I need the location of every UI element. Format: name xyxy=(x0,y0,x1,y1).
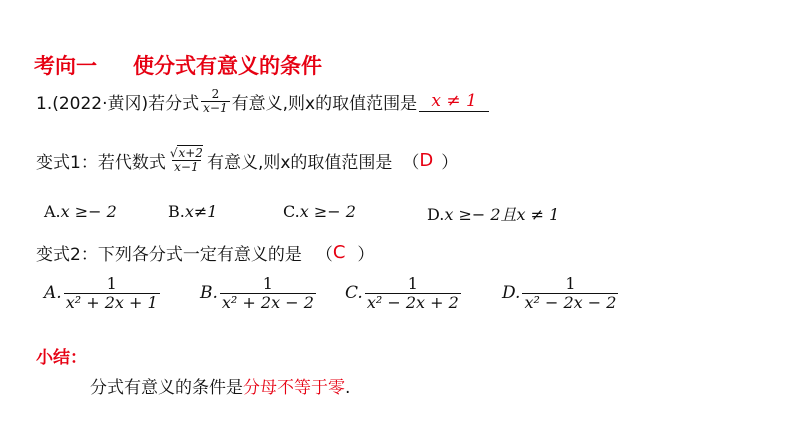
var1-paren-close: ） xyxy=(441,153,459,174)
fraction-denominator: x² − 2x + 2 xyxy=(366,292,459,312)
var1-option-b xyxy=(168,202,217,221)
var1-sqrt-radicand: x+2 xyxy=(178,146,203,160)
option-label: B. xyxy=(200,283,218,304)
q1-prefix: 1.(2022·黄冈)若分式 xyxy=(36,94,200,115)
summary-text xyxy=(90,373,350,398)
var1-suffix: 有意义,则x的取值范围是 xyxy=(206,153,393,174)
var1-option-d xyxy=(427,202,559,225)
var1-answer: D xyxy=(419,150,434,172)
var1-prefix: 变式1：若代数式 xyxy=(36,153,166,174)
option-fraction xyxy=(64,275,160,312)
heading-title: 使分式有意义的条件 xyxy=(133,54,322,78)
var2-prefix: 变式2：下列各分式一定有意义的是 xyxy=(36,245,302,265)
q1-answer: x ≠ 1 xyxy=(419,91,489,112)
var2-option-c xyxy=(345,275,463,312)
q1-suffix: 有意义,则x的取值范围是 xyxy=(231,94,418,115)
option-text: x≠1 xyxy=(184,202,218,221)
option-label: C. xyxy=(283,202,300,221)
var1-option-a xyxy=(44,202,117,221)
fraction-numerator: 1 xyxy=(106,274,117,293)
option-label: A. xyxy=(44,283,62,304)
var1-frac-denominator: x−1 xyxy=(174,160,199,175)
option-label: C. xyxy=(345,283,363,304)
summary-highlight: 分母不等于零 xyxy=(243,378,345,398)
fraction-numerator: 1 xyxy=(565,274,576,293)
var2-paren-open: （ xyxy=(315,245,333,265)
q1-fraction xyxy=(201,88,229,116)
fraction-numerator: 1 xyxy=(407,274,418,293)
fraction-denominator: x² − 2x − 2 xyxy=(524,292,617,312)
summary-title: 小结： xyxy=(36,348,87,368)
fraction-numerator: 1 xyxy=(262,274,273,293)
option-text: x ≥− 2 xyxy=(60,202,117,221)
var2-paren-close: ） xyxy=(357,245,375,265)
option-label: D. xyxy=(427,205,445,224)
var2-option-d xyxy=(502,275,620,312)
var2-option-a xyxy=(44,275,162,312)
variant-1 xyxy=(36,147,458,175)
option-fraction xyxy=(220,275,316,312)
q1-frac-numerator: 2 xyxy=(211,87,220,101)
fraction-denominator: x² + 2x − 2 xyxy=(221,292,314,312)
question-1 xyxy=(36,88,489,116)
option-text: x ≥− 2 xyxy=(299,202,356,221)
option-text: x ≥− 2且x ≠ 1 xyxy=(444,205,560,224)
section-heading xyxy=(34,50,322,80)
variant-2 xyxy=(36,240,374,265)
q1-frac-denominator: x−1 xyxy=(203,101,228,116)
option-fraction xyxy=(365,275,461,312)
option-label: B. xyxy=(168,202,185,221)
var1-paren-open: （ xyxy=(402,153,420,174)
heading-label: 考向一 xyxy=(34,54,97,78)
option-fraction xyxy=(522,275,618,312)
var1-fraction xyxy=(168,147,205,175)
summary-suffix: . xyxy=(345,378,351,398)
summary-prefix: 分式有意义的条件是 xyxy=(90,378,243,398)
fraction-denominator: x² + 2x + 1 xyxy=(65,292,158,312)
option-label: A. xyxy=(44,202,61,221)
var2-answer: C xyxy=(332,242,346,263)
var1-option-c xyxy=(283,202,356,221)
var1-frac-numerator: √x+2 xyxy=(169,146,203,160)
option-label: D. xyxy=(502,283,521,304)
var2-option-b xyxy=(200,275,318,312)
